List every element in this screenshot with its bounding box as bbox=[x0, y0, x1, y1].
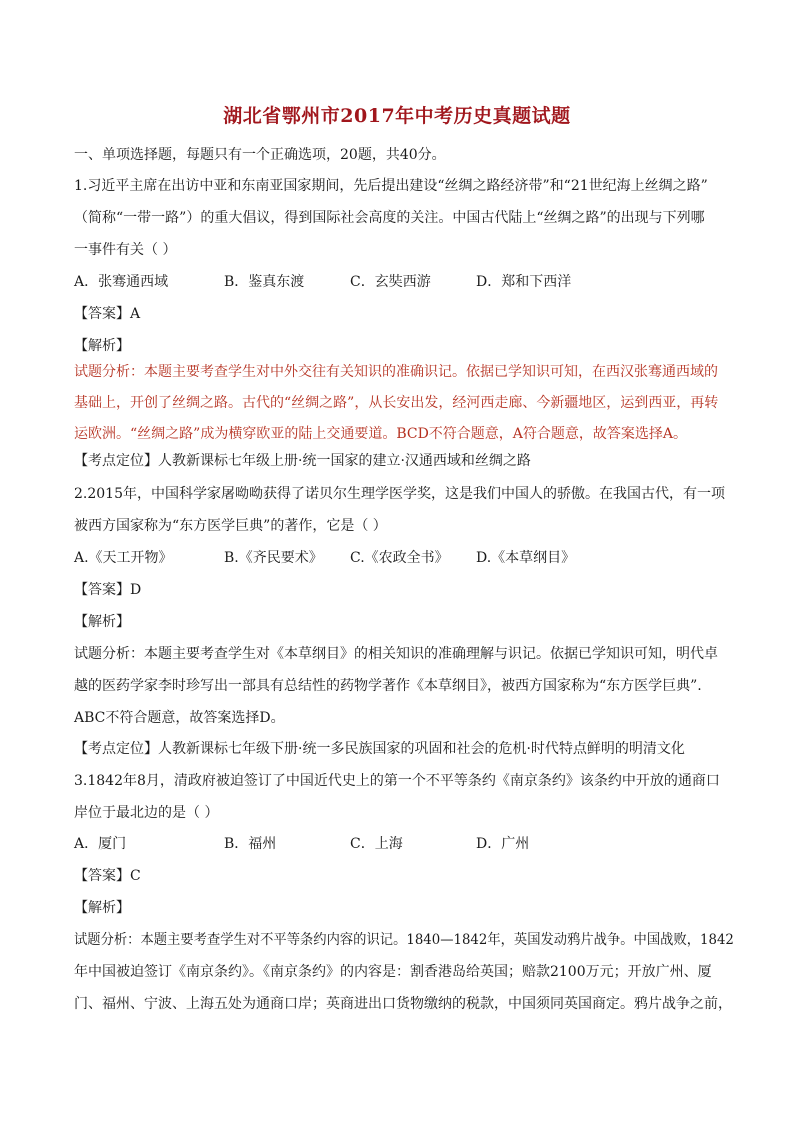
question-2-line-1: 2.2015年，中国科学家屠呦呦获得了诺贝尔生理学医学奖，这是我们中国人的骄傲。在我国古代，有一项 bbox=[74, 486, 725, 502]
option-b: B.《齐民要术》 bbox=[224, 550, 323, 566]
option-a: A．厦门 bbox=[74, 836, 127, 852]
question-1-analysis-line-2: 基础上，开创了丝绸之路。古代的“丝绸之路”，从长安出发，经河西走廊、今新疆地区，运到西亚，再转 bbox=[74, 395, 719, 411]
question-1-line-2: （简称“一带一路”）的重大倡议，得到国际社会高度的关注。中国古代陆上“丝绸之路”的出现与下列哪 bbox=[74, 210, 705, 226]
option-b: B．福州 bbox=[224, 836, 277, 852]
document-title: 湖北省鄂州市2017年中考历史真题试题 bbox=[223, 105, 571, 127]
question-3-analysis-line-3: 门、福州、宁波、上海五处为通商口岸；英商进出口货物缴纳的税款，中国须同英国商定。鸦片战争之前， bbox=[74, 996, 732, 1012]
option-a: A．张骞通西域 bbox=[74, 274, 169, 290]
question-3-options bbox=[74, 834, 529, 854]
question-2-analysis-line-1: 试题分析：本题主要考查学生对《本草纲目》的相关知识的准确理解与识记。依据已学知识可知，明代卓 bbox=[74, 646, 718, 662]
question-1-answer: 【答案】A bbox=[74, 306, 141, 322]
question-3-analysis-line-2: 年中国被迫签订《南京条约》。《南京条约》的内容是：割香港岛给英国；赔款2100万元；开放广州、厦 bbox=[74, 964, 712, 980]
question-1-analysis-line-1: 试题分析：本题主要考查学生对中外交往有关知识的准确识记。依据已学知识可知，在西汉张骞通西域的 bbox=[74, 364, 718, 380]
question-1-options bbox=[74, 272, 571, 292]
option-d: D．郑和下西洋 bbox=[476, 274, 572, 290]
option-b: B．鉴真东渡 bbox=[224, 274, 305, 290]
question-2-point: 【考点定位】人教新课标七年级下册·统一多民族国家的巩固和社会的危机·时代特点鲜明的明清文化 bbox=[74, 741, 685, 757]
question-1-analysis-line-3: 运欧洲。“丝绸之路”成为横穿欧亚的陆上交通要道。BCD不符合题意，A符合题意，故答案选择A。 bbox=[74, 426, 688, 442]
question-2-options bbox=[74, 548, 575, 568]
option-d: D.《本草纲目》 bbox=[476, 550, 576, 566]
question-3-line-2: 岸位于最北边的是（ ） bbox=[74, 805, 219, 821]
question-1-point: 【考点定位】人教新课标七年级上册·统一国家的建立·汉通西域和丝绸之路 bbox=[74, 453, 531, 469]
question-2-analysis-label: 【解析】 bbox=[74, 614, 130, 630]
question-3-line-1: 3.1842年8月，清政府被迫签订了中国近代史上的第一个不平等条约《南京条约》该条约中开放的通商口 bbox=[74, 773, 720, 789]
question-3-answer: 【答案】C bbox=[74, 868, 141, 884]
option-c: C．上海 bbox=[350, 836, 403, 852]
option-c: C.《农政全书》 bbox=[350, 550, 449, 566]
option-d: D．广州 bbox=[476, 836, 530, 852]
question-2-line-2: 被西方国家称为“东方医学巨典”的著作，它是（ ） bbox=[74, 518, 387, 534]
question-1-line-3: 一事件有关（ ） bbox=[74, 242, 177, 258]
question-1-analysis-label: 【解析】 bbox=[74, 338, 130, 354]
question-2-answer: 【答案】D bbox=[74, 582, 142, 598]
question-2-analysis-line-2: 越的医药学家李时珍写出一部具有总结性的药物学著作《本草纲目》，被西方国家称为“东方医学巨典”. bbox=[74, 678, 702, 694]
option-a: A.《天工开物》 bbox=[74, 550, 173, 566]
option-c: C．玄奘西游 bbox=[350, 274, 431, 290]
question-1-line-1: 1.习近平主席在出访中亚和东南亚国家期间，先后提出建设“丝绸之路经济带”和“21世纪海上丝绸之路” bbox=[74, 178, 708, 194]
question-2-analysis-line-3: ABC不符合题意，故答案选择D。 bbox=[74, 710, 285, 726]
question-3-analysis-line-1: 试题分析：本题主要考查学生对不平等条约内容的识记。1840—1842年，英国发动鸦片战争。中国战败，1842 bbox=[74, 932, 734, 948]
section-heading: 一、单项选择题，每题只有一个正确选项，20题，共40分。 bbox=[74, 147, 446, 163]
question-3-analysis-label: 【解析】 bbox=[74, 900, 130, 916]
